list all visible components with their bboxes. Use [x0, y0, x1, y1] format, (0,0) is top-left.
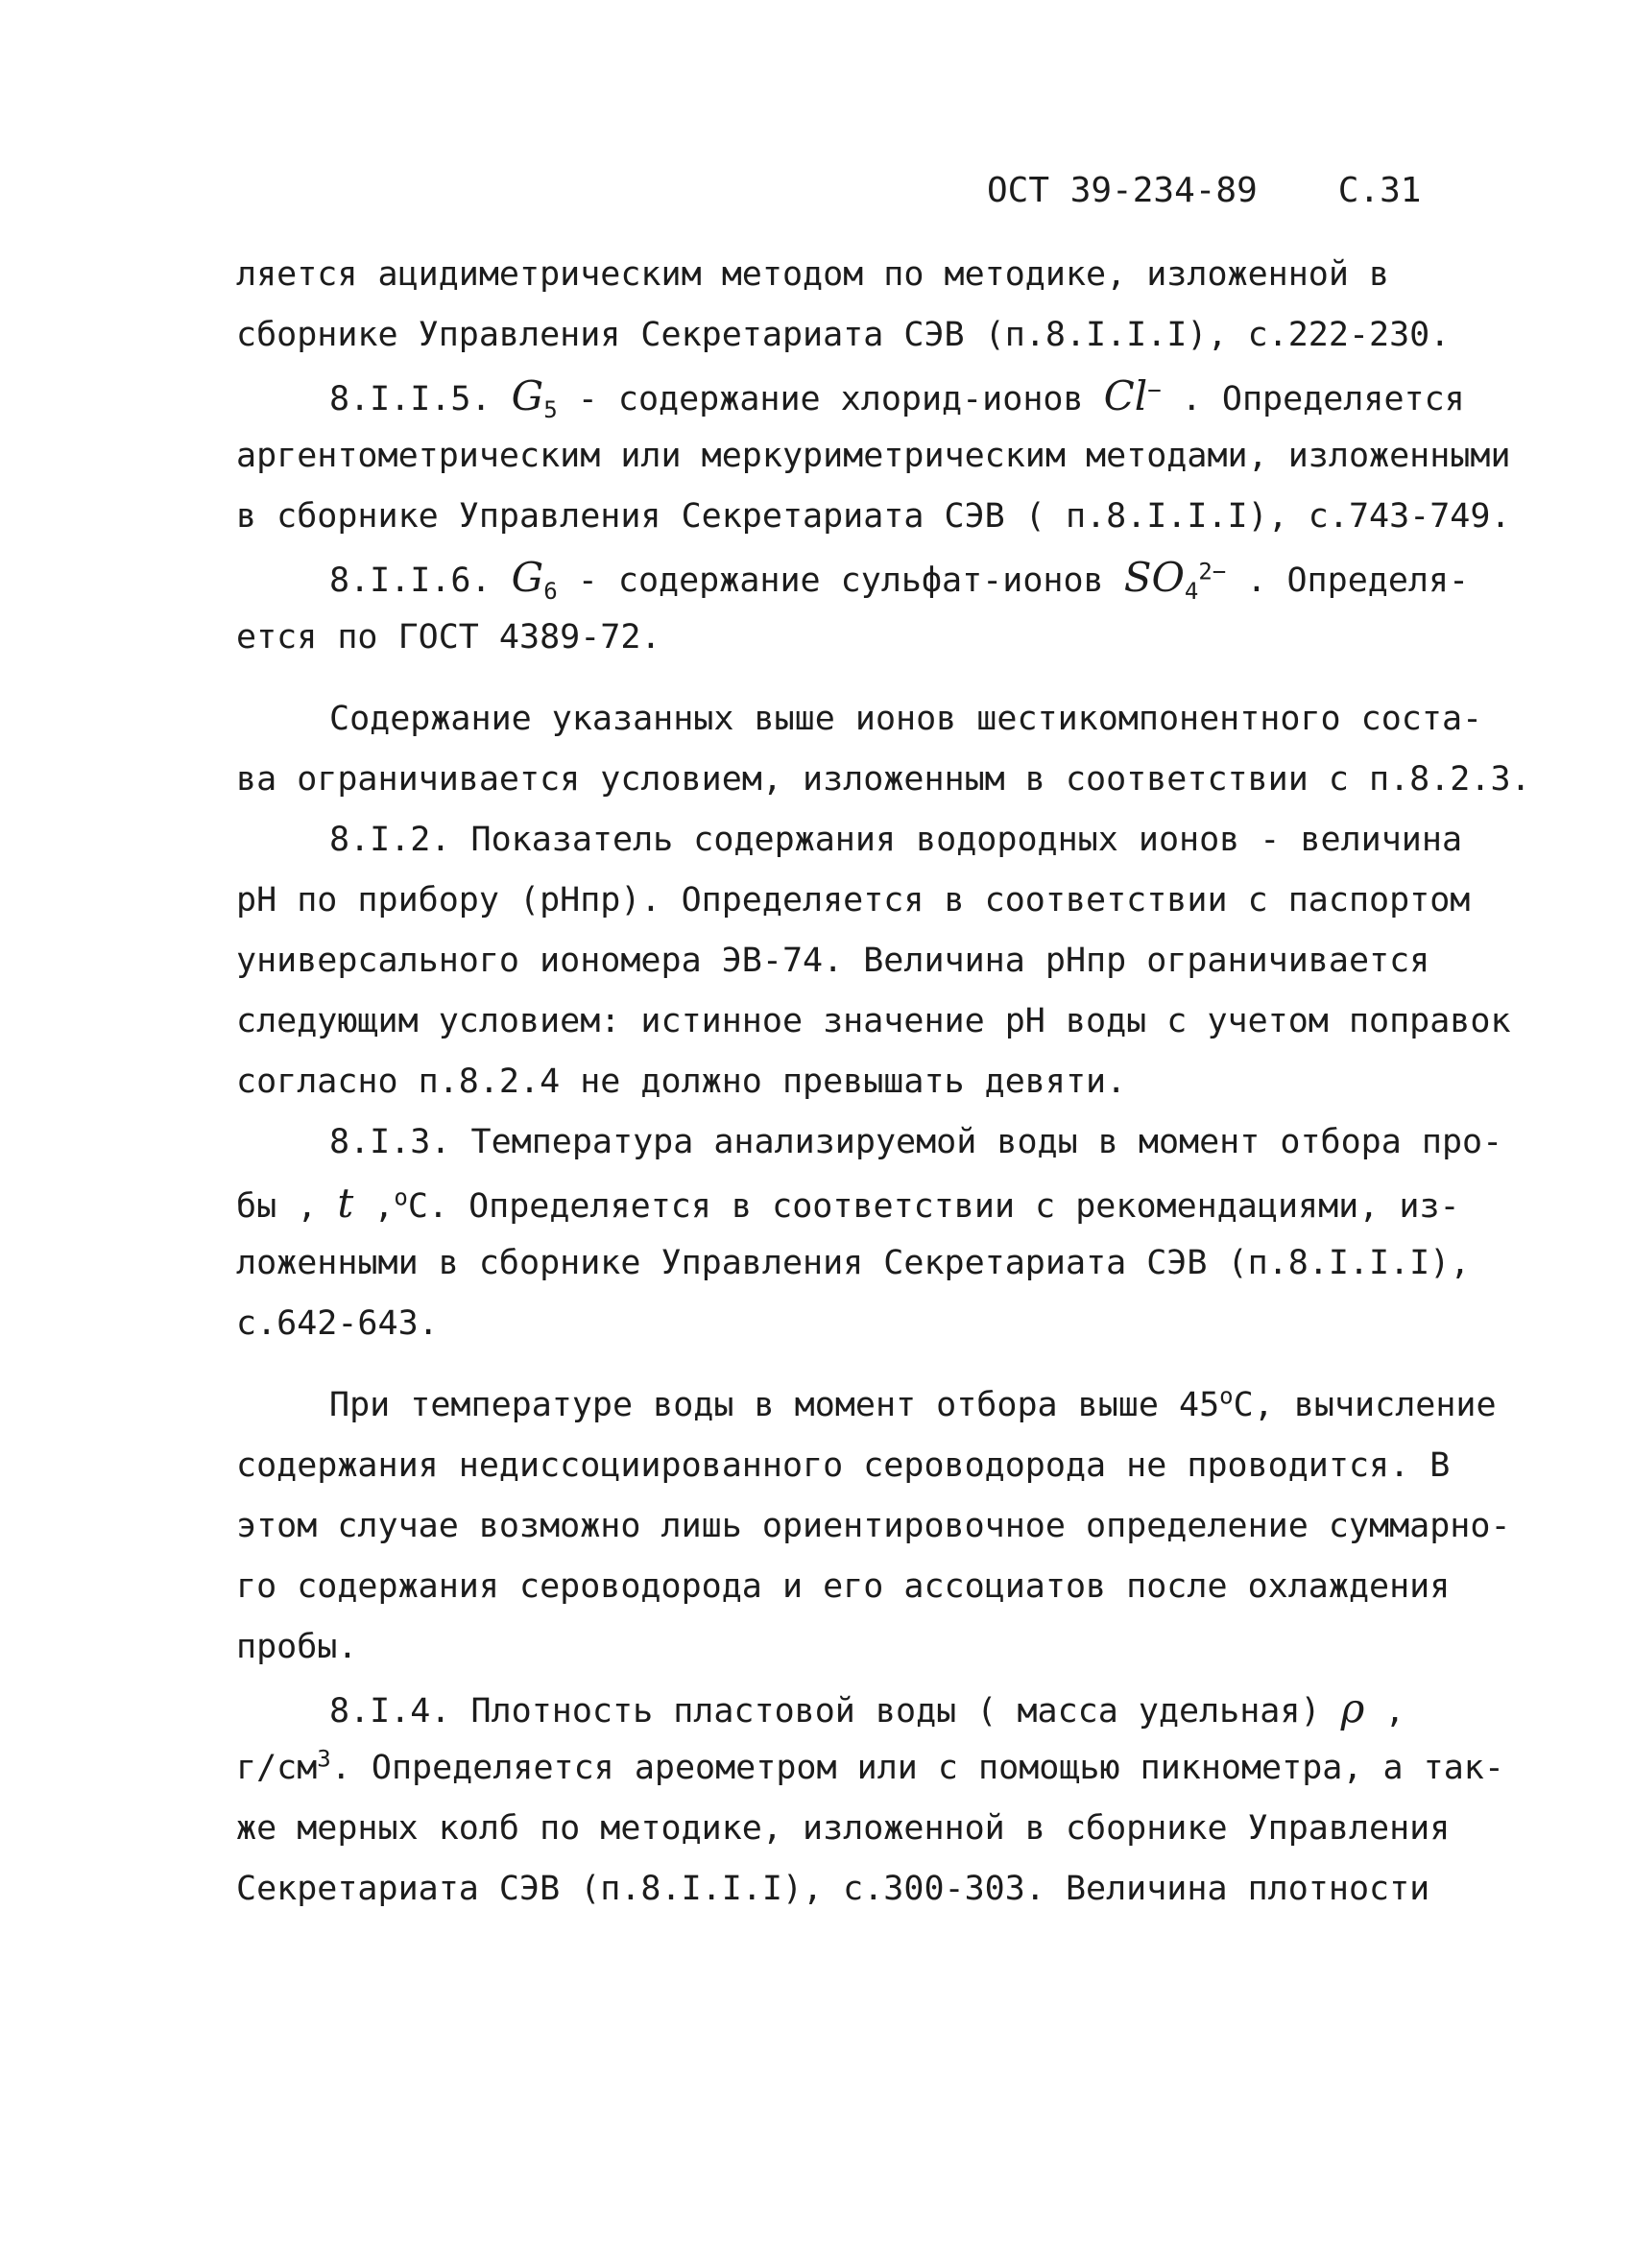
text-line: ва ограничивается условием, изложенным в соответствии с п.8.2.3. [236, 760, 1531, 799]
text-line: универсального иономера ЭВ-74. Величина рНпр ограничивается [236, 942, 1430, 980]
text-line: согласно п.8.2.4 не должно превышать девяти. [236, 1062, 1127, 1101]
text-line: содержания недиссоциированного сероводорода не проводится. В [236, 1446, 1451, 1485]
symbol-g6: G [511, 554, 544, 601]
text-line: же мерных колб по методике, изложенной в сборнике Управления [236, 1809, 1451, 1848]
paragraph-8-1-2: 8.I.2. Показатель содержания водородных ионов - величина [329, 821, 1463, 859]
text-line: сборнике Управления Секретариата СЭВ (п.8.I.I.I), с.222-230. [236, 316, 1451, 354]
standard-number: ОСТ 39-234-89 [987, 171, 1258, 210]
text-line: пробы. [236, 1628, 358, 1666]
paragraph-8-1-4: 8.I.4. Плотность пластовой воды ( масса удельная) ρ , [329, 1684, 1405, 1731]
paragraph-8-1-1-6: 8.I.I.6. $G_6$ - содержание сульфат-ионов $SO_4^{2-}$ . Определя- [329, 554, 1470, 605]
text-line: Содержание указанных выше ионов шестикомпонентного соста- [329, 700, 1483, 738]
sulfate-ion: SO [1123, 554, 1185, 601]
text-line: го содержания сероводорода и его ассоциатов после охлаждения [236, 1567, 1451, 1606]
chloride-ion: Cl [1103, 372, 1148, 419]
text-line: При температуре воды в момент отбора выше $45^оС$, вычисление [329, 1382, 1497, 1424]
text-line: Секретариата СЭВ (п.8.I.I.I), с.300-303. Величина плотности [236, 1870, 1430, 1908]
paragraph-8-1-1-5: 8.I.I.5. $G_5$ - содержание хлорид-ионов Cl− . Определяется [329, 372, 1465, 423]
text-line: с.642-643. [236, 1304, 439, 1343]
symbol-rho: ρ [1340, 1684, 1365, 1731]
text-line: ложенными в сборнике Управления Секретариата СЭВ (п.8.I.I.I), [236, 1244, 1471, 1282]
symbol-t: t [337, 1180, 354, 1227]
text-line: бы , t ,$^о$С. Определяется в соответствии с рекомендациями, из- [236, 1180, 1460, 1227]
text-line: аргентометрическим или меркуриметрическим методами, изложенными [236, 437, 1511, 475]
text-line: в сборнике Управления Секретариата СЭВ ( п.8.I.I.I), с.743-749. [236, 497, 1511, 536]
text-line: рН по прибору (рНпр). Определяется в соответствии с паспортом [236, 881, 1471, 919]
page-number: С.31 [1337, 171, 1422, 210]
text-line: ляется ацидиметрическим методом по методике, изложенной в [236, 255, 1390, 294]
text-line: ется по ГОСТ 4389-72. [236, 618, 661, 657]
paragraph-8-1-3: 8.I.3. Температура анализируемой воды в момент отбора про- [329, 1123, 1503, 1161]
symbol-g5: G [511, 372, 544, 419]
text-line: $г/см^3$. Определяется ареометром или с помощью пикнометра, а так- [236, 1745, 1504, 1787]
text-line: следующим условием: истинное значение рН воды с учетом поправок [236, 1002, 1511, 1040]
body-text [236, 245, 1531, 1920]
page-header [987, 171, 1421, 210]
text-line: этом случае возможно лишь ориентировочное определение суммарно- [236, 1507, 1511, 1545]
